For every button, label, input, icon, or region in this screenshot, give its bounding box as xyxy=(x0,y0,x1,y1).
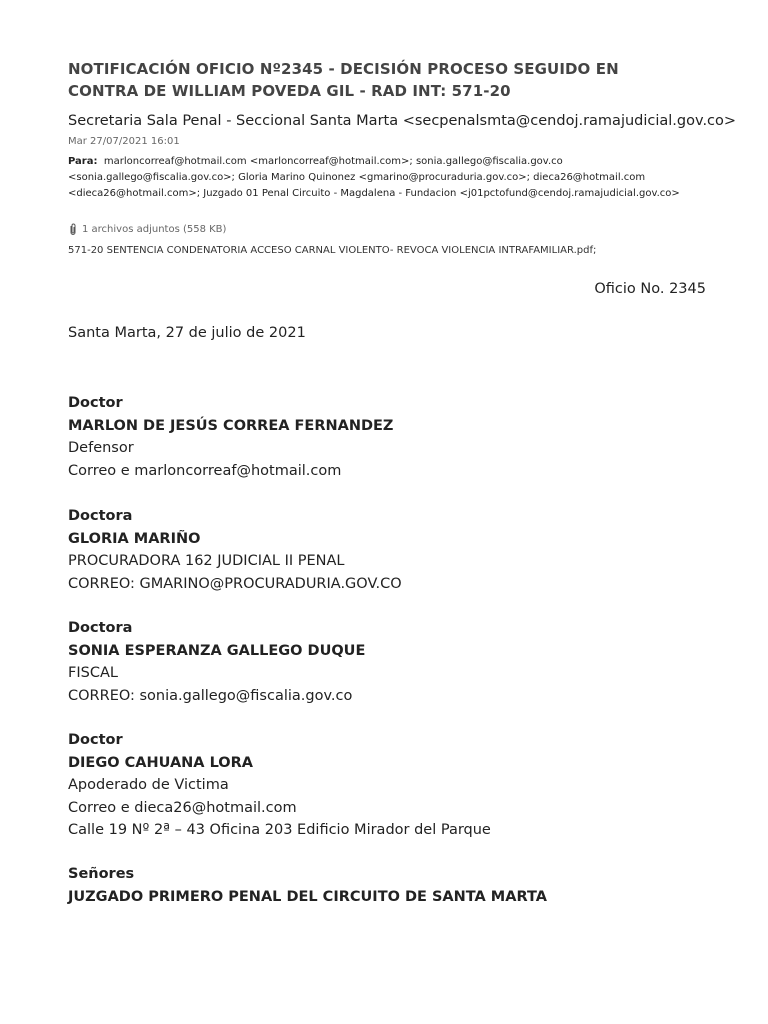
addressee-line: FISCAL xyxy=(68,665,118,681)
addressee-block xyxy=(68,617,365,707)
oficio-number: Oficio No. 2345 xyxy=(594,281,706,297)
addressee-line: Defensor xyxy=(68,440,134,456)
addressee-line: Calle 19 Nº 2ª – 43 Oficina 203 Edificio Mirador del Parque xyxy=(68,822,491,838)
addressee-line: Correo e marloncorreaf@hotmail.com xyxy=(68,462,342,479)
addressee-name: SONIA ESPERANZA GALLEGO DUQUE xyxy=(68,642,366,659)
addressee-line: Correo e dieca26@hotmail.com xyxy=(68,799,297,816)
addressee-name: MARLON DE JESÚS CORREA FERNANDEZ xyxy=(68,417,394,434)
addressee-name: GLORIA MARIÑO xyxy=(68,530,201,547)
addressee-block xyxy=(68,505,402,595)
addressee-title: Doctor xyxy=(68,395,123,411)
attachments-summary[interactable] xyxy=(68,223,226,236)
addressee-title: Doctora xyxy=(68,508,133,524)
recipients-line[interactable]: <dieca26@hotmail.com>; Juzgado 01 Penal Circuito - Magdalena - Fundacion <j01pctofund@cendoj.ramajudicial.gov.co> xyxy=(68,188,680,199)
addressee-block xyxy=(68,729,491,842)
addressee-title: Señores xyxy=(68,866,135,882)
recipients-text[interactable]: marloncorreaf@hotmail.com <marloncorreaf@hotmail.com>; sonia.gallego@fiscalia.gov.co xyxy=(103,156,563,167)
attachments-summary-text: 1 archivos adjuntos (558 KB) xyxy=(82,224,227,235)
email-recipients xyxy=(68,154,708,202)
addressee-name: DIEGO CAHUANA LORA xyxy=(68,754,254,771)
attachment-file-link[interactable]: 571-20 SENTENCIA CONDENATORIA ACCESO CARNAL VIOLENTO- REVOCA VIOLENCIA INTRAFAMILIAR.pdf; xyxy=(68,245,597,256)
place-date: Santa Marta, 27 de julio de 2021 xyxy=(68,325,306,341)
addressee-line: PROCURADORA 162 JUDICIAL II PENAL xyxy=(68,553,345,569)
addressee-title: Doctor xyxy=(68,732,123,748)
addressee-line: Apoderado de Victima xyxy=(68,777,229,793)
email-sender[interactable]: Secretaria Sala Penal - Seccional Santa Marta <secpenalsmta@cendoj.ramajudicial.gov.co> xyxy=(68,113,737,129)
email-subject: NOTIFICACIÓN OFICIO Nº2345 - DECISIÓN PROCESO SEGUIDO EN CONTRA DE WILLIAM POVEDA GIL - RAD INT: 571-20 xyxy=(68,60,619,100)
email-date: Mar 27/07/2021 16:01 xyxy=(68,136,180,147)
addressee-line: CORREO: GMARINO@PROCURADURIA.GOV.CO xyxy=(68,575,402,592)
addressee-name: JUZGADO PRIMERO PENAL DEL CIRCUITO DE SANTA MARTA xyxy=(68,888,547,905)
recipients-line xyxy=(68,154,708,170)
addressee-line: CORREO: sonia.gallego@fiscalia.gov.co xyxy=(68,687,353,704)
paperclip-icon xyxy=(68,223,78,236)
addressee-title: Doctora xyxy=(68,620,133,636)
addressee-block xyxy=(68,392,393,482)
addressee-block xyxy=(68,863,547,908)
to-label: Para: xyxy=(68,156,98,167)
recipients-line[interactable]: <sonia.gallego@fiscalia.gov.co>; Gloria Marino Quinonez <gmarino@procuraduria.gov.co>; dieca26@hotmail.com xyxy=(68,172,646,183)
